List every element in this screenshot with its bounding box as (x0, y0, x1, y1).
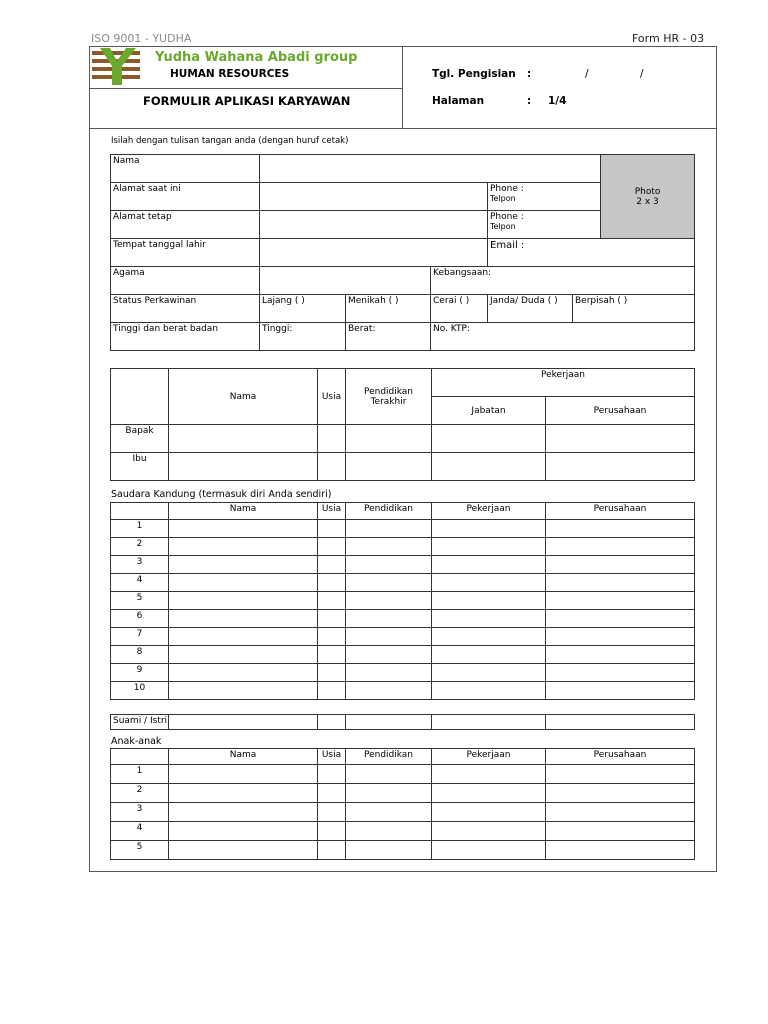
spouse-name[interactable] (169, 715, 318, 730)
spouse-age[interactable] (318, 715, 346, 730)
siblings-table (110, 502, 695, 700)
sibling-education[interactable] (346, 610, 432, 628)
children-col-education: Pendidikan (346, 749, 432, 765)
sibling-age[interactable] (318, 610, 346, 628)
child-name[interactable] (169, 803, 318, 822)
child-education[interactable] (346, 822, 432, 841)
mother-company[interactable] (546, 453, 695, 481)
child-company[interactable] (546, 822, 695, 841)
label-height-weight: Tinggi dan berat badan (111, 323, 260, 351)
child-job[interactable] (432, 822, 546, 841)
spouse-job[interactable] (432, 715, 546, 730)
phone-label: Phone : (490, 212, 524, 222)
sibling-job[interactable] (432, 682, 546, 700)
company-name: Yudha Wahana Abadi group (155, 50, 358, 65)
child-job[interactable] (432, 784, 546, 803)
child-name[interactable] (169, 822, 318, 841)
date-separator-2: / (640, 68, 644, 80)
sibling-job[interactable] (432, 610, 546, 628)
child-education[interactable] (346, 765, 432, 784)
phone-cell-1[interactable] (488, 183, 601, 211)
mother-name[interactable] (169, 453, 318, 481)
header-divider (89, 88, 402, 89)
siblings-corner (111, 503, 169, 520)
sibling-company[interactable] (546, 628, 695, 646)
input-current-address[interactable] (260, 183, 488, 211)
nationality-cell[interactable] (431, 267, 695, 295)
personal-data-table (110, 154, 695, 351)
children-corner (111, 749, 169, 765)
sibling-job[interactable] (432, 628, 546, 646)
parents-col-position: Jabatan (432, 397, 546, 425)
sibling-row-number: 8 (111, 646, 169, 664)
father-position[interactable] (432, 425, 546, 453)
input-height[interactable]: Tinggi: (260, 323, 346, 351)
nationality-label: Kebangsaan: (433, 268, 492, 278)
label-birth: Tempat tanggal lahir (111, 239, 260, 267)
child-job[interactable] (432, 841, 546, 860)
sibling-name[interactable] (169, 682, 318, 700)
siblings-col-company: Perusahaan (546, 503, 695, 520)
children-col-company: Perusahaan (546, 749, 695, 765)
mother-age[interactable] (318, 453, 346, 481)
spouse-table (110, 714, 695, 730)
label-permanent-address: Alamat tetap (111, 211, 260, 239)
parents-col-job: Pekerjaan (432, 369, 695, 397)
sibling-job[interactable] (432, 520, 546, 538)
siblings-col-age: Usia (318, 503, 346, 520)
sibling-age[interactable] (318, 592, 346, 610)
phone-label: Phone : (490, 184, 524, 194)
child-age[interactable] (318, 765, 346, 784)
sibling-job[interactable] (432, 646, 546, 664)
child-education[interactable] (346, 841, 432, 860)
sibling-job[interactable] (432, 592, 546, 610)
sibling-row-number: 2 (111, 538, 169, 556)
form-title: FORMULIR APLIKASI KARYAWAN (143, 94, 351, 108)
child-name[interactable] (169, 765, 318, 784)
child-company[interactable] (546, 784, 695, 803)
sibling-row-number: 3 (111, 556, 169, 574)
sibling-age[interactable] (318, 556, 346, 574)
child-company[interactable] (546, 841, 695, 860)
telpon-label: Telpon (490, 194, 516, 203)
email-label: Email : (490, 240, 525, 251)
sibling-name[interactable] (169, 574, 318, 592)
sibling-name[interactable] (169, 592, 318, 610)
iso-label: ISO 9001 - YUDHA (91, 32, 192, 45)
sibling-job[interactable] (432, 664, 546, 682)
child-name[interactable] (169, 784, 318, 803)
mother-position[interactable] (432, 453, 546, 481)
sibling-row-number: 5 (111, 592, 169, 610)
sibling-age[interactable] (318, 574, 346, 592)
sibling-row-number: 4 (111, 574, 169, 592)
input-weight[interactable]: Berat: (346, 323, 431, 351)
sibling-age[interactable] (318, 664, 346, 682)
child-row-number: 2 (111, 784, 169, 803)
siblings-col-education: Pendidikan (346, 503, 432, 520)
child-row-number: 3 (111, 803, 169, 822)
input-birth[interactable] (260, 239, 488, 267)
sibling-company[interactable] (546, 538, 695, 556)
child-education[interactable] (346, 803, 432, 822)
label-current-address: Alamat saat ini (111, 183, 260, 211)
page-colon: : (527, 95, 532, 107)
sibling-name[interactable] (169, 538, 318, 556)
sibling-education[interactable] (346, 592, 432, 610)
sibling-education[interactable] (346, 520, 432, 538)
sibling-company[interactable] (546, 574, 695, 592)
sibling-job[interactable] (432, 574, 546, 592)
parents-corner (111, 369, 169, 425)
child-row-number: 4 (111, 822, 169, 841)
header-bottom-line (89, 128, 717, 129)
child-age[interactable] (318, 803, 346, 822)
sibling-education[interactable] (346, 664, 432, 682)
sibling-company[interactable] (546, 646, 695, 664)
child-education[interactable] (346, 784, 432, 803)
sibling-company[interactable] (546, 664, 695, 682)
label-name: Nama (111, 155, 260, 183)
department-name: HUMAN RESOURCES (170, 68, 290, 80)
father-company[interactable] (546, 425, 695, 453)
date-separator-1: / (585, 68, 589, 80)
child-job[interactable] (432, 803, 546, 822)
children-col-age: Usia (318, 749, 346, 765)
option-widowed[interactable]: Janda/ Duda ( ) (488, 295, 573, 323)
form-code: Form HR - 03 (632, 32, 705, 45)
sibling-row-number: 7 (111, 628, 169, 646)
sibling-row-number: 6 (111, 610, 169, 628)
option-divorced[interactable]: Cerai ( ) (431, 295, 488, 323)
page-number: 1/4 (548, 95, 567, 107)
siblings-title: Saudara Kandung (termasuk diri Anda sendiri) (111, 489, 332, 500)
sibling-age[interactable] (318, 646, 346, 664)
sibling-age[interactable] (318, 520, 346, 538)
input-permanent-address[interactable] (260, 211, 488, 239)
spouse-company[interactable] (546, 715, 695, 730)
child-company[interactable] (546, 803, 695, 822)
company-logo (92, 48, 140, 85)
children-col-job: Pekerjaan (432, 749, 546, 765)
parents-col-company: Perusahaan (546, 397, 695, 425)
sibling-education[interactable] (346, 646, 432, 664)
sibling-name[interactable] (169, 628, 318, 646)
option-separated[interactable]: Berpisah ( ) (573, 295, 695, 323)
telpon-label: Telpon (490, 222, 516, 231)
sibling-education[interactable] (346, 574, 432, 592)
child-company[interactable] (546, 765, 695, 784)
sibling-company[interactable] (546, 556, 695, 574)
input-name[interactable] (260, 155, 601, 183)
sibling-name[interactable] (169, 610, 318, 628)
sibling-name[interactable] (169, 664, 318, 682)
header-vertical-line (402, 46, 403, 129)
sibling-name[interactable] (169, 556, 318, 574)
email-cell[interactable] (488, 239, 695, 267)
parents-table (110, 368, 695, 481)
child-row-number: 1 (111, 765, 169, 784)
sibling-job[interactable] (432, 538, 546, 556)
date-colon: : (527, 68, 532, 80)
instruction-text: Isilah dengan tulisan tangan anda (dengan huruf cetak) (111, 136, 349, 146)
siblings-col-name: Nama (169, 503, 318, 520)
option-single[interactable]: Lajang ( ) (260, 295, 346, 323)
sibling-company[interactable] (546, 610, 695, 628)
child-row-number: 5 (111, 841, 169, 860)
siblings-col-job: Pekerjaan (432, 503, 546, 520)
sibling-company[interactable] (546, 520, 695, 538)
input-religion[interactable] (260, 267, 431, 295)
parents-col-education: Pendidikan Terakhir (346, 369, 432, 425)
father-age[interactable] (318, 425, 346, 453)
input-ktp[interactable]: No. KTP: (431, 323, 695, 351)
child-age[interactable] (318, 784, 346, 803)
parents-row-label: Ibu (111, 453, 169, 481)
sibling-name[interactable] (169, 646, 318, 664)
sibling-age[interactable] (318, 538, 346, 556)
date-label: Tgl. Pengisian (432, 68, 516, 80)
children-col-name: Nama (169, 749, 318, 765)
page-label: Halaman (432, 95, 485, 107)
phone-cell-2[interactable] (488, 211, 601, 239)
father-name[interactable] (169, 425, 318, 453)
father-education[interactable] (346, 425, 432, 453)
sibling-row-number: 10 (111, 682, 169, 700)
photo-box[interactable] (601, 155, 695, 239)
parents-col-age: Usia (318, 369, 346, 425)
children-table (110, 748, 695, 860)
sibling-age[interactable] (318, 628, 346, 646)
sibling-company[interactable] (546, 682, 695, 700)
child-age[interactable] (318, 822, 346, 841)
sibling-age[interactable] (318, 682, 346, 700)
spouse-label: Suami / Istri (111, 715, 169, 730)
child-age[interactable] (318, 841, 346, 860)
photo-label: Photo (634, 186, 661, 197)
sibling-name[interactable] (169, 520, 318, 538)
mother-education[interactable] (346, 453, 432, 481)
sibling-row-number: 1 (111, 520, 169, 538)
sibling-job[interactable] (432, 556, 546, 574)
sibling-row-number: 9 (111, 664, 169, 682)
photo-size: 2 x 3 (636, 196, 659, 207)
parents-col-name: Nama (169, 369, 318, 425)
sibling-education[interactable] (346, 556, 432, 574)
child-job[interactable] (432, 765, 546, 784)
sibling-company[interactable] (546, 592, 695, 610)
label-religion: Agama (111, 267, 260, 295)
label-marital: Status Perkawinan (111, 295, 260, 323)
sibling-education[interactable] (346, 628, 432, 646)
children-title: Anak-anak (111, 736, 162, 747)
child-name[interactable] (169, 841, 318, 860)
spouse-education[interactable] (346, 715, 432, 730)
option-married[interactable]: Menikah ( ) (346, 295, 431, 323)
sibling-education[interactable] (346, 538, 432, 556)
sibling-education[interactable] (346, 682, 432, 700)
parents-row-label: Bapak (111, 425, 169, 453)
